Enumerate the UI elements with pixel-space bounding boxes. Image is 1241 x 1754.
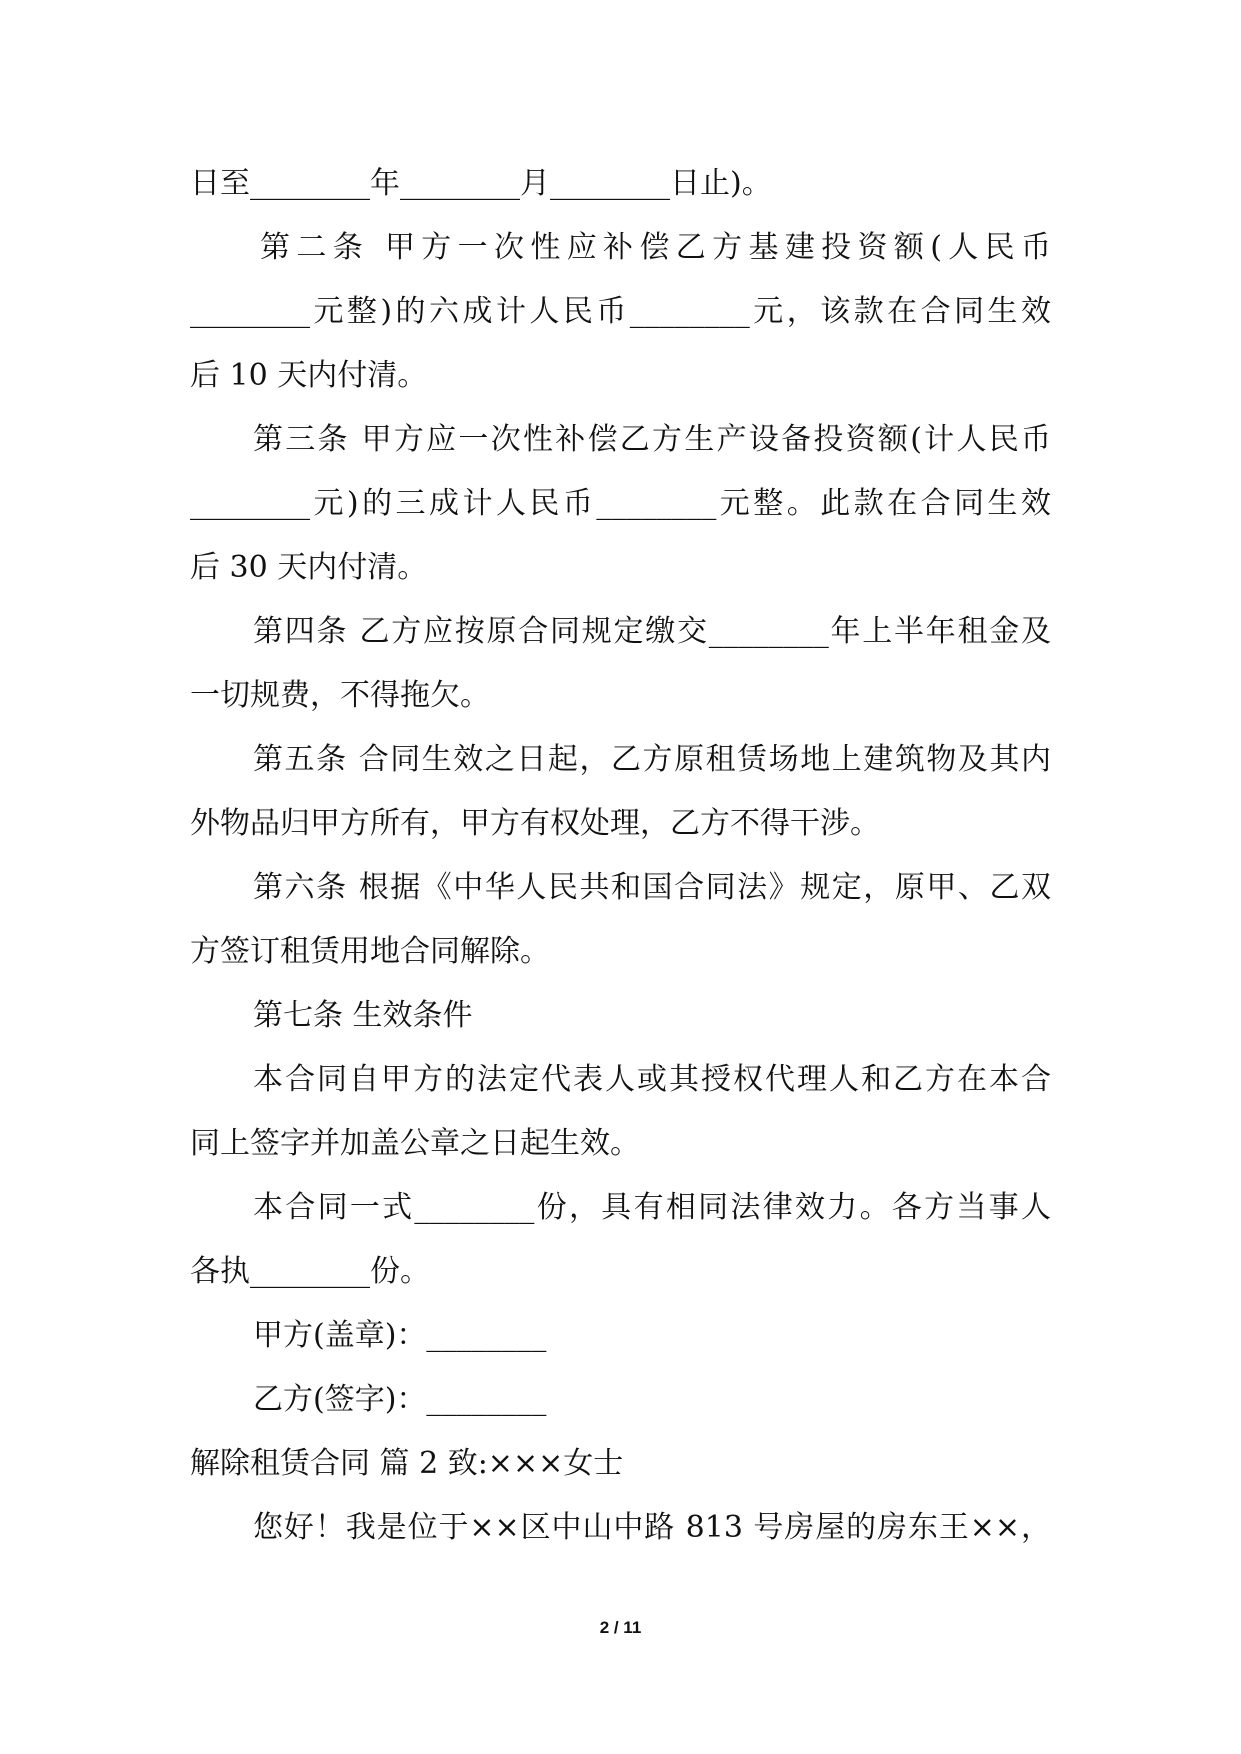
clause-7-heading: 第七条 生效条件 — [253, 998, 473, 1033]
letter-greeting-line: 您好！我是位于××区中山中路 813 号房屋的房东王××， — [253, 1510, 1051, 1545]
clause-6-line-2: 方签订租赁用地合同解除。 — [190, 934, 550, 969]
clause-2-line-2: ________元整)的六成计人民币________元，该款在合同生效 — [190, 294, 1051, 329]
clause-3-line-3: 后 30 天内付清。 — [190, 550, 428, 585]
clause-4-line-1: 第四条 乙方应按原合同规定缴交________年上半年租金及 — [253, 614, 1051, 649]
copies-line-1: 本合同一式________份，具有相同法律效力。各方当事人 — [253, 1190, 1051, 1225]
clause-5-line-2: 外物品归甲方所有，甲方有权处理，乙方不得干涉。 — [190, 806, 880, 841]
clause-3-line-1: 第三条 甲方应一次性补偿乙方生产设备投资额(计人民币 — [253, 422, 1051, 457]
clause-5-line-1: 第五条 合同生效之日起，乙方原租赁场地上建筑物及其内 — [253, 742, 1051, 777]
clause-2-line-1: 第二条 甲方一次性应补偿乙方基建投资额(人民币 — [260, 230, 1051, 265]
clause-2-line-3: 后 10 天内付清。 — [190, 358, 428, 393]
party-a-seal-line: 甲方(盖章)：________ — [253, 1318, 547, 1353]
clause-6-line-1: 第六条 根据《中华人民共和国合同法》规定，原甲、乙双 — [253, 870, 1051, 905]
section-2-heading: 解除租赁合同 篇 2 致:×××女士 — [190, 1446, 624, 1481]
page-number: 2 / 11 — [599, 1618, 642, 1637]
effective-condition-line-2: 同上签字并加盖公章之日起生效。 — [190, 1126, 640, 1161]
clause-3-line-2: ________元)的三成计人民币________元整。此款在合同生效 — [190, 486, 1051, 521]
copies-line-2: 各执________份。 — [190, 1254, 430, 1289]
clause-4-line-2: 一切规费，不得拖欠。 — [190, 678, 490, 713]
party-b-signature-line: 乙方(签字)：________ — [253, 1382, 547, 1417]
clause-1-end-date-line: 日至________年________月________日止)。 — [190, 166, 772, 201]
effective-condition-line-1: 本合同自甲方的法定代表人或其授权代理人和乙方在本合 — [253, 1062, 1051, 1097]
